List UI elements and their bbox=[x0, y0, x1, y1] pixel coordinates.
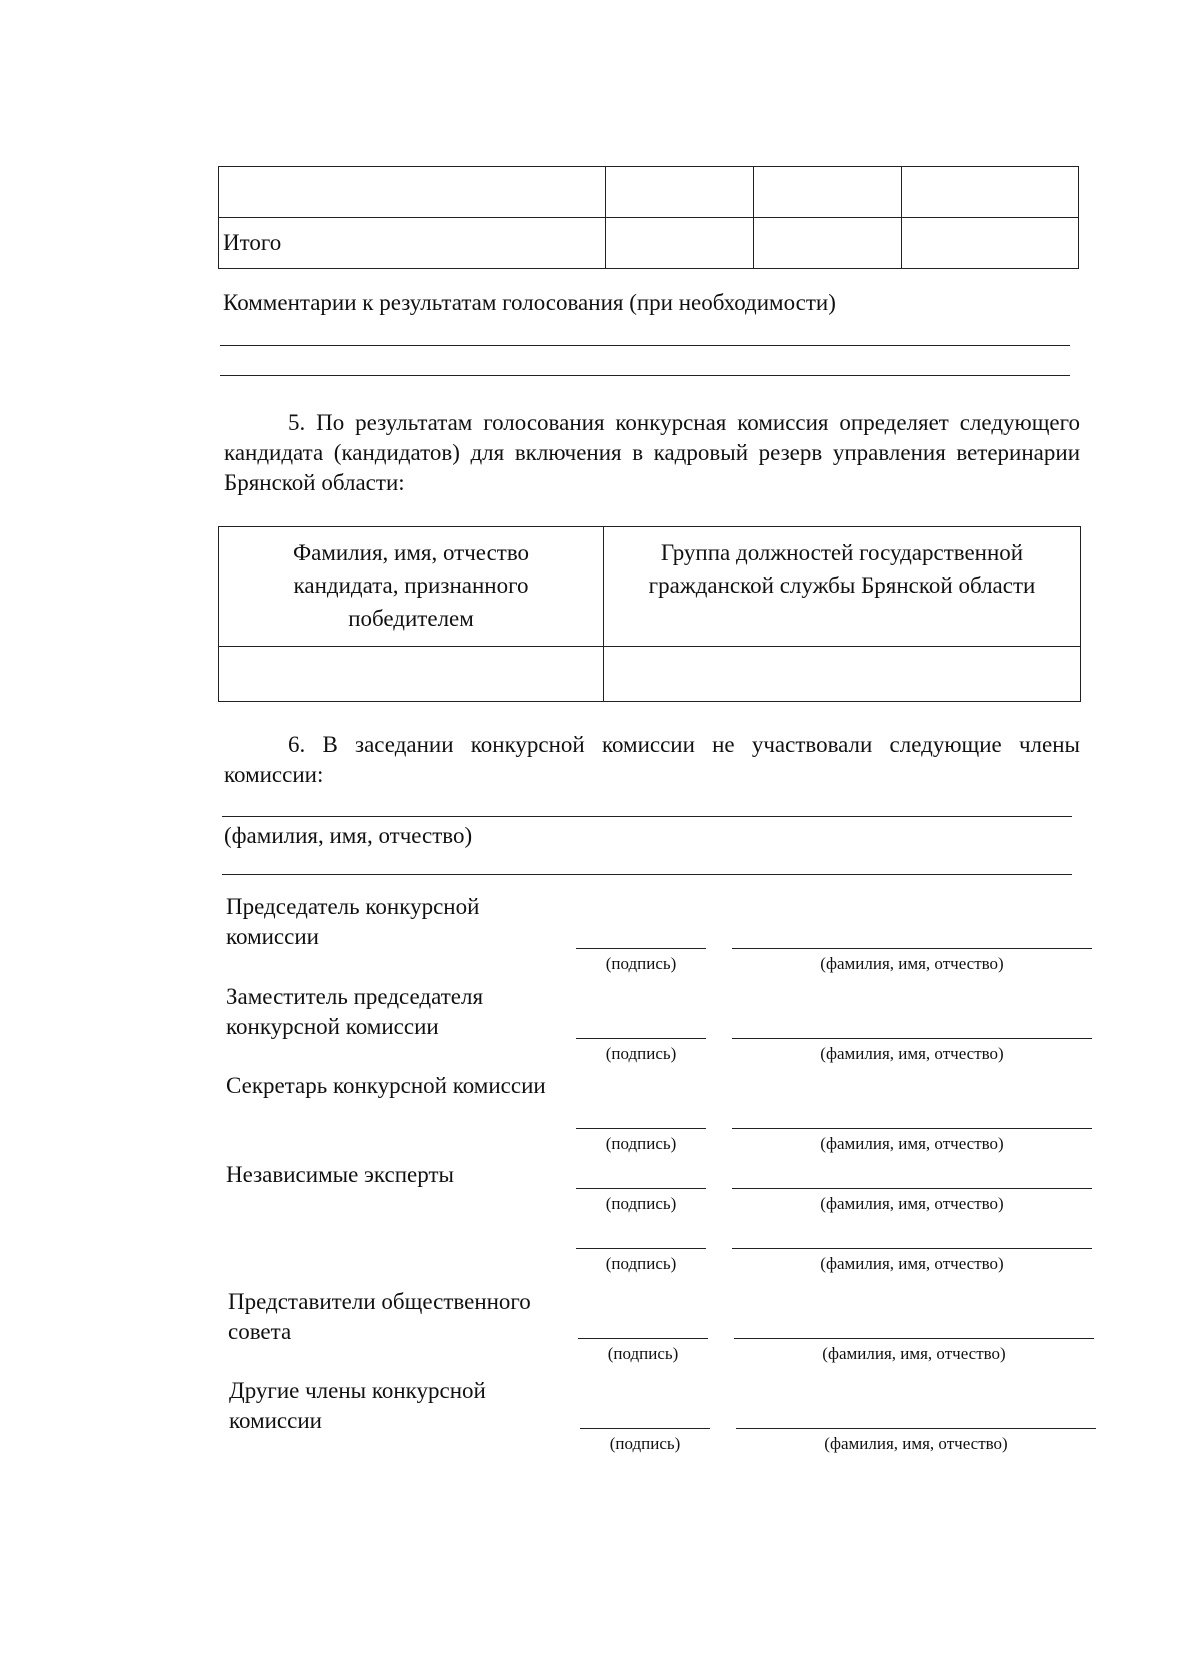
signature-line bbox=[576, 948, 706, 949]
absent-members-line bbox=[222, 816, 1072, 817]
role-other-members: Другие члены конкурсной комиссии bbox=[229, 1378, 486, 1433]
signature-line bbox=[580, 1428, 710, 1429]
fio-line bbox=[736, 1428, 1096, 1429]
role-secretary: Секретарь конкурсной комиссии bbox=[226, 1073, 546, 1098]
fio-line bbox=[732, 948, 1092, 949]
signature-caption: (подпись) bbox=[605, 954, 677, 973]
table-header-row bbox=[219, 527, 1081, 647]
table-cell bbox=[604, 647, 1081, 702]
position-group-header: Группа должностей государственной гражданской службы Брянской области bbox=[604, 527, 1081, 647]
signature-caption: (подпись) bbox=[605, 1194, 677, 1213]
fio-caption: (фамилия, имя, отчество) bbox=[822, 1344, 1006, 1363]
table-cell bbox=[902, 218, 1079, 269]
signature-caption: (подпись) bbox=[607, 1344, 679, 1363]
absent-members-line-2 bbox=[222, 874, 1072, 875]
role-chairman: Председатель конкурсной комиссии bbox=[226, 894, 480, 949]
fio-caption: (фамилия, имя, отчество) bbox=[820, 1044, 1004, 1063]
fio-line bbox=[732, 1188, 1092, 1189]
table-cell bbox=[754, 218, 902, 269]
fio-line bbox=[732, 1248, 1092, 1249]
fio-line bbox=[732, 1128, 1092, 1129]
table-row bbox=[219, 167, 1079, 218]
results-table bbox=[218, 166, 1079, 269]
table-row-total bbox=[219, 218, 1079, 269]
signature-caption: (подпись) bbox=[605, 1044, 677, 1063]
signature-caption: (подпись) bbox=[605, 1254, 677, 1273]
signature-caption: (подпись) bbox=[605, 1134, 677, 1153]
comments-line-1 bbox=[220, 345, 1070, 346]
signature-line bbox=[576, 1128, 706, 1129]
comments-label: Комментарии к результатам голосования (при необходимости) bbox=[223, 290, 836, 315]
table-cell bbox=[606, 218, 754, 269]
fio-caption: (фамилия, имя, отчество) bbox=[824, 1434, 1008, 1453]
fio-line bbox=[734, 1338, 1094, 1339]
fio-caption: (фамилия, имя, отчество) bbox=[820, 1134, 1004, 1153]
candidates-table bbox=[218, 526, 1081, 702]
table-cell bbox=[902, 167, 1079, 218]
role-independent-experts: Независимые эксперты bbox=[226, 1162, 454, 1187]
fio-caption: (фамилия, имя, отчество) bbox=[820, 1194, 1004, 1213]
role-public-council: Представители общественного совета bbox=[228, 1289, 531, 1344]
table-cell bbox=[219, 167, 606, 218]
total-label: Итого bbox=[219, 218, 606, 269]
section-5-text: 5. По результатам голосования конкурсная комиссия определяет следующего кандидата (кандидатов) для включения в кадровый резерв управления ветеринарии Брянской области: bbox=[224, 410, 1080, 495]
table-cell bbox=[219, 647, 604, 702]
table-cell bbox=[754, 167, 902, 218]
table-row bbox=[219, 647, 1081, 702]
signature-line bbox=[576, 1038, 706, 1039]
fio-caption: (фамилия, имя, отчество) bbox=[820, 1254, 1004, 1273]
fio-caption: (фамилия, имя, отчество) bbox=[820, 954, 1004, 973]
table-cell bbox=[606, 167, 754, 218]
signature-line bbox=[576, 1188, 706, 1189]
role-deputy-chairman: Заместитель председателя конкурсной комиссии bbox=[226, 984, 484, 1039]
candidate-name-header: Фамилия, имя, отчество кандидата, признанного победителем bbox=[219, 527, 604, 647]
signature-line bbox=[578, 1338, 708, 1339]
signature-caption: (подпись) bbox=[609, 1434, 681, 1453]
signature-line bbox=[576, 1248, 706, 1249]
absent-fio-caption: (фамилия, имя, отчество) bbox=[224, 823, 473, 848]
fio-line bbox=[732, 1038, 1092, 1039]
comments-line-2 bbox=[220, 375, 1070, 376]
section-6-text: 6. В заседании конкурсной комиссии не участвовали следующие члены комиссии: bbox=[224, 732, 1080, 787]
